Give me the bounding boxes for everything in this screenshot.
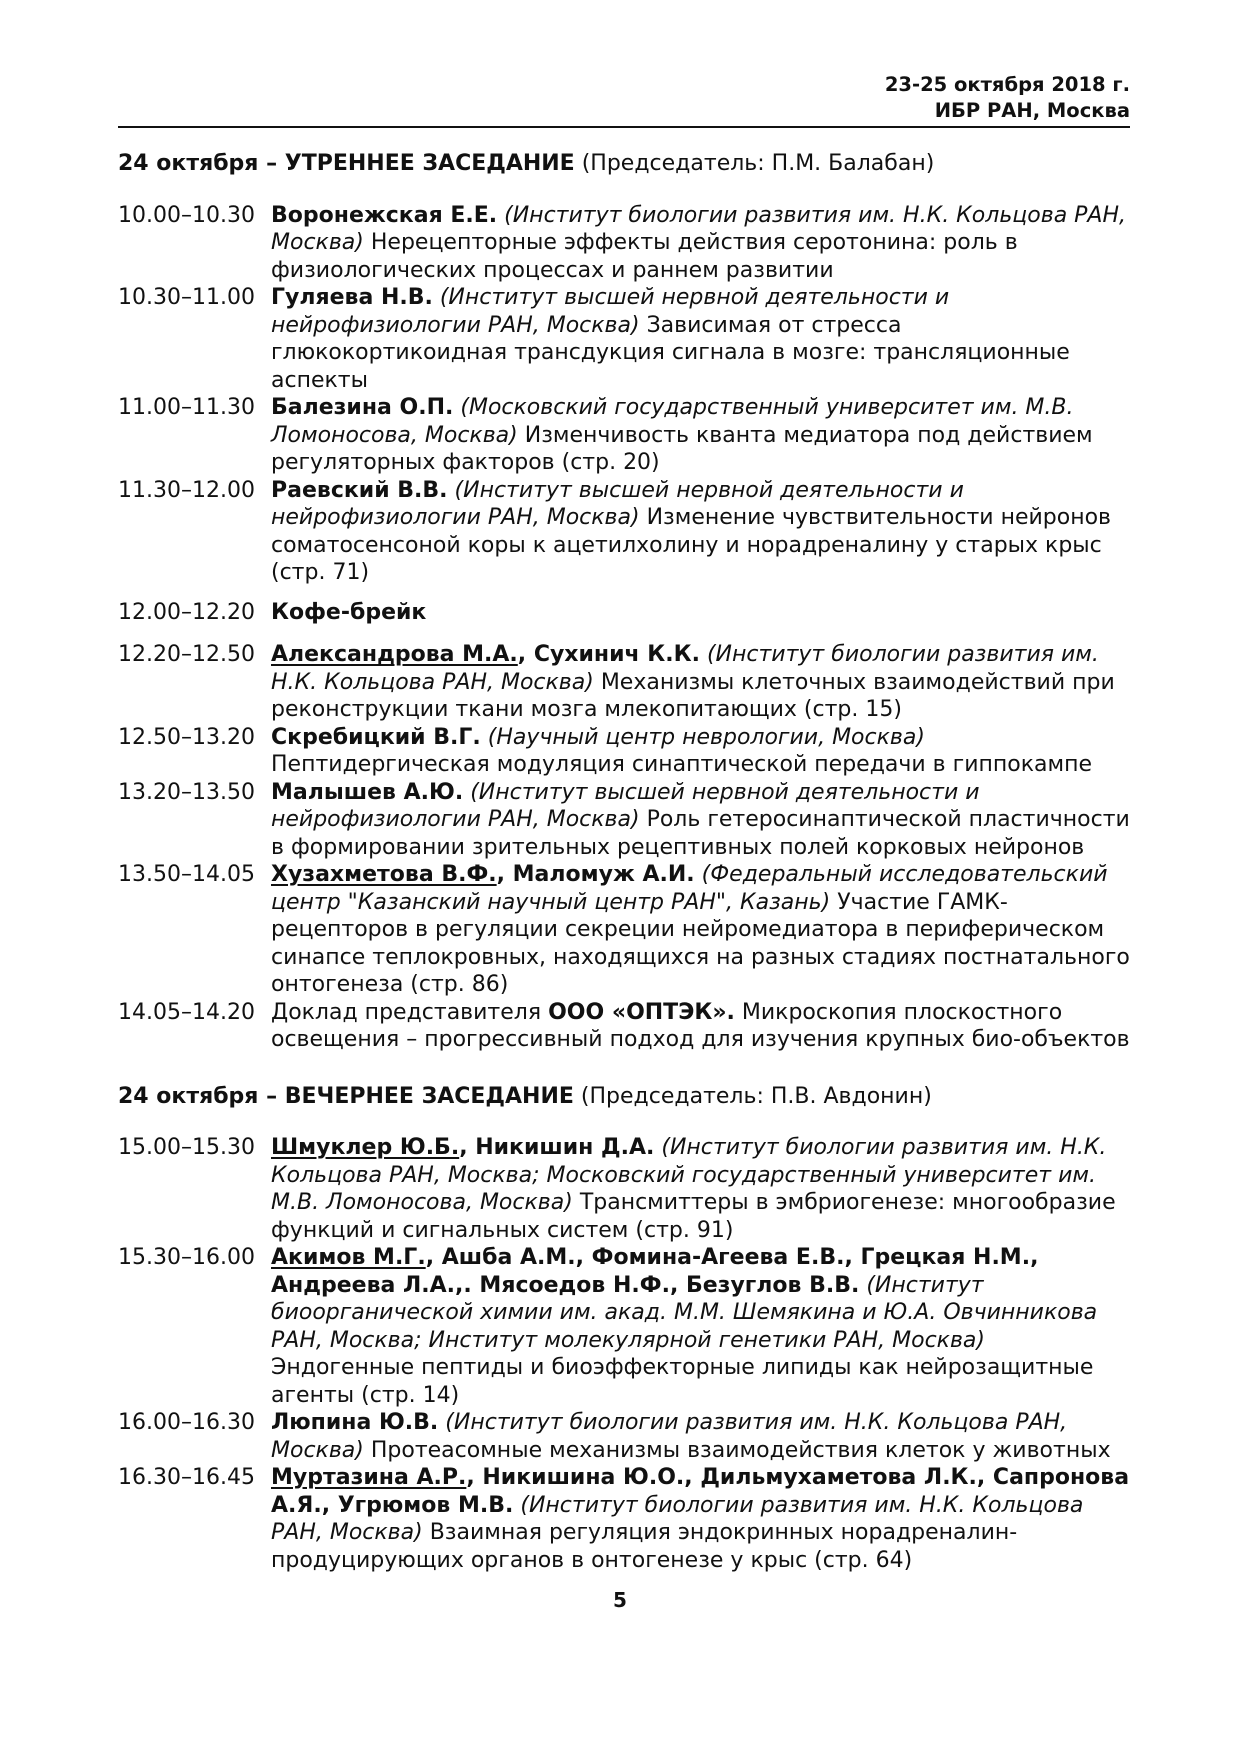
author-name: Никишин Д.А. — [475, 1135, 655, 1160]
author-name: Гуляева Н.В. — [271, 285, 433, 310]
talk-title: Изменение чувствительности нейронов соматосенсоной коры к ацетилхолину и норадреналину у старых крыс (стр. 71) — [271, 505, 1112, 585]
author-name: Ашба А.М. — [441, 1245, 576, 1270]
entry-body: Хузахметова В.Ф., Маломуж А.И. (Федеральный исследовательский центр "Казанский научный центр РАН", Казань) Участие ГАМК-рецепторов в регуляции секреции нейромедиатора в периферическом синапсе теплокровных, находящихся на разных стадиях постнатального онтогенеза (стр. 86) — [271, 862, 1130, 997]
talk-title: Роль гетеросинаптической пластичности в формировании зрительных рецептивных полей корковых нейронов — [271, 807, 1130, 860]
page-header — [885, 72, 1130, 124]
talk-title: Механизмы клеточных взаимодействий при реконструкции ткани мозга млекопитающих (стр. 15) — [271, 669, 1115, 722]
session-heading: 24 октября – УТРЕННЕЕ ЗАСЕДАНИЕ — [118, 151, 575, 176]
affiliation: (Институт биологии развития им. Н.К. Кольцова РАН, Москва) — [271, 202, 1127, 255]
speaker-name: Александрова М.А. — [271, 642, 518, 667]
affiliation: (Институт биологии развития им. Н.К. Кольцова РАН, Москва) — [271, 1410, 1068, 1463]
talk-title: Нерецепторные эффекты действия серотонина: роль в физиологических процессах и раннем развитии — [271, 230, 1018, 283]
entry-time: 15.00–15.30 — [118, 1135, 255, 1160]
program-entry — [118, 477, 1130, 587]
entry-time: 16.00–16.30 — [118, 1410, 255, 1435]
morning-talks-after-break — [118, 641, 1130, 1054]
affiliation: (Институт биологии развития им. Н.К. Кольцова РАН, Москва) — [271, 1492, 1084, 1545]
program-entry — [118, 202, 1130, 285]
talk-title: Взаимная регуляция эндокринных норадреналин-продуцирующих органов в онтогенезе у крыс (стр. 64) — [271, 1520, 1018, 1573]
entry-body — [271, 724, 1130, 779]
speaker-name: Шмуклер Ю.Б. — [271, 1135, 460, 1160]
sponsor-org: ООО «ОПТЭК». — [548, 999, 735, 1025]
entry-time: 12.50–13.20 — [118, 724, 255, 750]
affiliation: (Федеральный исследовательский центр "Казанский научный центр РАН", Казань) — [271, 862, 1108, 915]
author-name: Сапронова А.Я. — [271, 1465, 1130, 1518]
author-name: Воронежская Е.Е. — [271, 202, 498, 228]
author-name: Скребицкий В.Г. — [271, 724, 481, 750]
program-entry — [118, 1244, 1130, 1409]
session-chair: (Председатель: П.В. Авдонин) — [580, 1083, 932, 1109]
affiliation: (Институт высшей нервной деятельности и нейрофизиологии РАН, Москва) — [271, 477, 964, 530]
entry-time: 12.20–12.50 — [118, 642, 255, 667]
sponsor-talk: Микроскопия плоскостного освещения – прогрессивный подход для изучения крупных био-объектов — [271, 999, 1130, 1052]
program-entry — [118, 641, 1130, 724]
author-name: Раевский В.В. — [271, 477, 448, 503]
talk-title: Эндогенные пептиды и биоэффекторные липиды как нейрозащитные агенты (стр. 14) — [271, 1355, 1094, 1408]
session-heading: 24 октября – ВЕЧЕРНЕЕ ЗАСЕДАНИЕ — [118, 1083, 574, 1109]
program-entry — [118, 1134, 1130, 1244]
speaker-name: Акимов М.Г. — [271, 1245, 426, 1270]
entry-time: 16.30–16.45 — [118, 1465, 255, 1490]
header-venue: ИБР РАН, Москва — [934, 99, 1130, 122]
entry-time: 11.00–11.30 — [118, 395, 255, 420]
talk-title: Трансмиттеры в эмбриогенезе: многообразие функций и сигнальных систем (стр. 91) — [271, 1190, 1116, 1243]
entry-time: 13.50–14.05 — [118, 862, 255, 887]
entry-body — [271, 394, 1130, 477]
author-name: Малышев А.Ю. — [271, 779, 464, 805]
entry-body: Шмуклер Ю.Б., Никишин Д.А. (Институт биологии развития им. Н.К. Кольцова РАН, Москва; Московский государственный университет им. М.В. Ломоносова, Москва) Трансмиттеры в эмбриогенезе: многообразие функций и сигнальных систем (стр. 91) — [271, 1135, 1116, 1243]
coffee-break-label: Кофе-брейк — [271, 599, 427, 625]
author-name: Фомина-Агеева Е.В. — [591, 1245, 845, 1270]
sponsor-entry — [118, 999, 1130, 1054]
program-entry — [118, 284, 1130, 394]
entry-body — [271, 779, 1130, 862]
speaker-name: Муртазина А.Р. — [271, 1465, 467, 1490]
author-name: Сухинич К.К. — [533, 642, 700, 667]
session-chair: (Председатель: П.М. Балабан) — [581, 151, 935, 176]
affiliation: (Институт высшей нервной деятельности и нейрофизиологии РАН, Москва) — [271, 285, 950, 338]
entry-time: 12.00–12.20 — [118, 599, 255, 625]
talk-title: Изменчивость кванта медиатора под действием регуляторных факторов (стр. 20) — [271, 422, 1093, 475]
affiliation: (Московский государственный университет им. М.В. Ломоносова, Москва) — [271, 395, 1074, 448]
affiliation: (Научный центр неврологии, Москва) — [487, 724, 925, 750]
program-entry — [118, 1409, 1130, 1464]
sponsor-prefix: Доклад представителя — [271, 999, 542, 1025]
morning-talks — [118, 202, 1130, 587]
entry-time: 13.20–13.50 — [118, 779, 255, 805]
entry-time: 11.30–12.00 — [118, 477, 255, 503]
entry-time: 15.30–16.00 — [118, 1245, 255, 1270]
entry-body — [271, 999, 1130, 1054]
header-divider — [118, 126, 1130, 128]
page-number: 5 — [613, 1588, 627, 1612]
author-name: Безуглов В.В. — [685, 1272, 860, 1298]
author-name: Угрюмов М.В. — [337, 1492, 514, 1518]
entry-body: Акимов М.Г., Ашба А.М., Фомина-Агеева Е.В., Грецкая Н.М., Андреева Л.А.,. Мясоедов Н.Ф., Безуглов В.В. (Институт биоорганической химии им. акад. М.М. Шемякина и Ю.А. Овчинникова РАН, Москва; Институт молекулярной генетики РАН, Москва) Эндогенные пептиды и биоэффекторные липиды как нейрозащитные агенты (стр. 14) — [271, 1245, 1098, 1408]
entry-body — [271, 202, 1130, 285]
talk-title: Участие ГАМК-рецепторов в регуляции секреции нейромедиатора в периферическом синапсе теплокровных, находящихся на разных стадиях постнатального онтогенеза (стр. 86) — [271, 889, 1130, 997]
entry-time: 10.30–11.00 — [118, 285, 255, 310]
affiliation: (Институт биологии развития им. Н.К. Кольцова РАН, Москва) — [271, 642, 1099, 695]
program-entry — [118, 394, 1130, 477]
author-name: Маломуж А.И. — [512, 862, 695, 887]
author-name: Никишина Ю.О. — [482, 1465, 685, 1490]
evening-talks — [118, 1134, 1130, 1574]
talk-title: Протеасомные механизмы взаимодействия клеток у животных — [370, 1437, 1111, 1463]
entry-body — [271, 284, 1130, 394]
talk-title: Пептидергическая модуляция синаптической передачи в гиппокампе — [271, 752, 1093, 777]
author-name: Балезина О.П. — [271, 395, 454, 420]
entry-body — [271, 477, 1130, 587]
author-name: Люпина Ю.В. — [271, 1410, 439, 1435]
header-dates: 23-25 октября 2018 г. — [884, 73, 1130, 96]
morning-session-title — [118, 150, 1130, 178]
talk-title: Зависимая от стресса глюкокортикоидная трансдукция сигнала в мозге: трансляционные аспекты — [271, 312, 1070, 393]
author-name: Мясоедов Н.Ф. — [479, 1272, 670, 1298]
affiliation: (Институт биологии развития им. Н.К. Кольцова РАН, Москва; Московский государственный университет им. М.В. Ломоносова, Москва) — [271, 1135, 1107, 1215]
program-entry — [118, 861, 1130, 999]
entry-body: Александрова М.А., Сухинич К.К. (Институт биологии развития им. Н.К. Кольцова РАН, Москва) Механизмы клеточных взаимодействий при реконструкции ткани мозга млекопитающих (стр. 15) — [271, 642, 1115, 722]
coffee-break-entry — [118, 599, 1130, 627]
program-entry — [118, 779, 1130, 862]
affiliation: (Институт высшей нервной деятельности и нейрофизиологии РАН, Москва) — [271, 779, 980, 832]
entry-body: Муртазина А.Р., Никишина Ю.О., Дильмухаметова Л.К., Сапронова А.Я., Угрюмов М.В. (Институт биологии развития им. Н.К. Кольцова РАН, Москва) Взаимная регуляция эндокринных норадреналин-продуцирующих органов в онтогенезе у крыс (стр. 64) — [271, 1465, 1130, 1573]
entry-time: 10.00–10.30 — [118, 202, 255, 228]
speaker-name: Хузахметова В.Ф. — [271, 862, 497, 887]
author-name: Андреева Л.А.,. — [271, 1272, 472, 1298]
author-name: Дильмухаметова Л.К. — [700, 1465, 977, 1490]
entry-time: 14.05–14.20 — [118, 999, 255, 1025]
program-entry — [118, 724, 1130, 779]
entry-body — [271, 1409, 1130, 1464]
program-entry — [118, 1464, 1130, 1574]
program-content — [118, 150, 1130, 1574]
author-name: Грецкая Н.М. — [860, 1245, 1031, 1270]
affiliation: (Институт биоорганической химии им. акад. М.М. Шемякина и Ю.А. Овчинникова РАН, Москва; Институт молекулярной генетики РАН, Москва) — [271, 1272, 1098, 1353]
evening-session-title — [118, 1083, 1130, 1111]
